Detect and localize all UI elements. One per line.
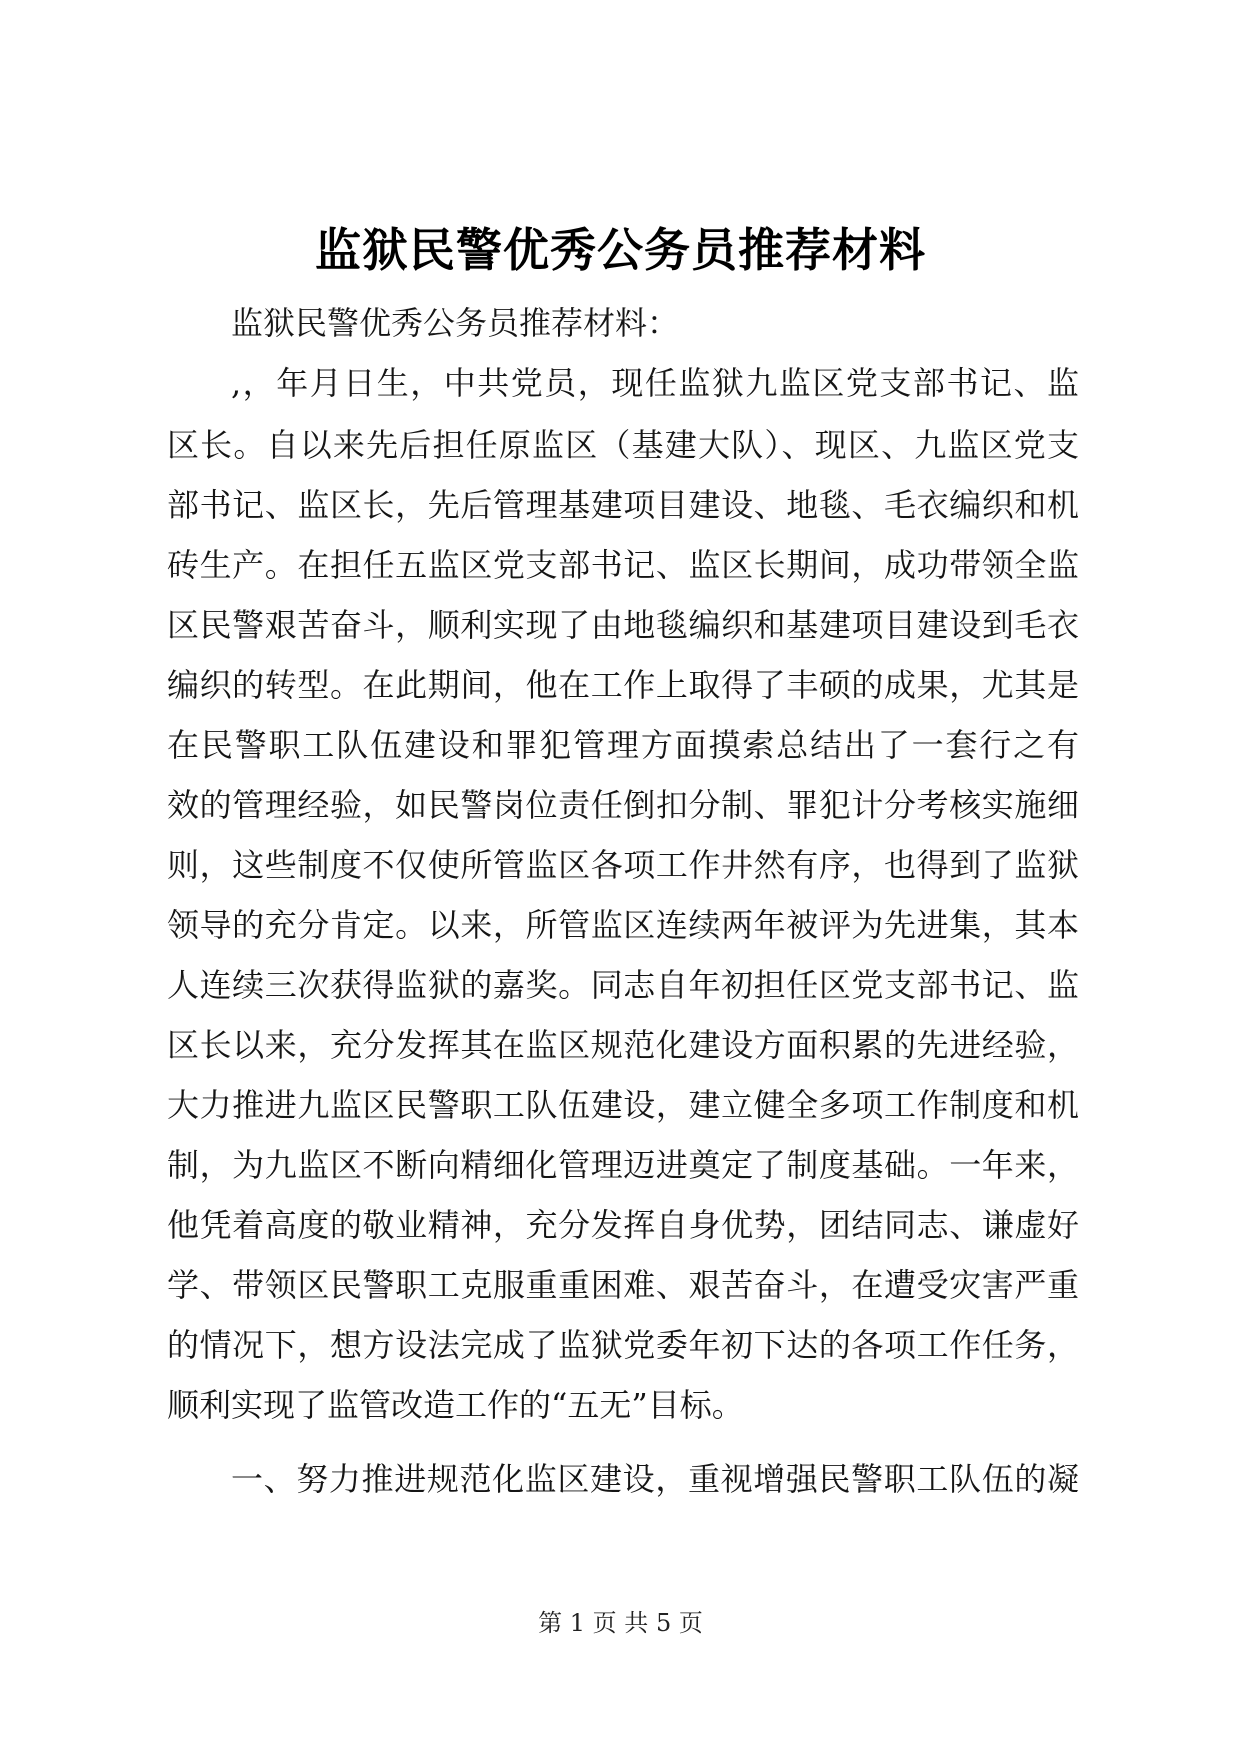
body-line: 效的管理经验，如民警岗位责任倒扣分制、罪犯计分考核实施细 [167,786,1079,824]
body-line: 他凭着高度的敬业精神，充分发挥自身优势，团结同志、谦虚好 [167,1206,1079,1244]
body-line: 区长以来，充分发挥其在监区规范化建设方面积累的先进经验， [167,1026,1079,1064]
body-line: 则，这些制度不仅使所管监区各项工作井然有序，也得到了监狱 [167,846,1079,884]
body-line: 编织的转型。在此期间，他在工作上取得了丰硕的成果，尤其是 [167,666,1079,704]
body-line-intro: 监狱民警优秀公务员推荐材料： [231,304,680,342]
body-line-paragraph-end: 顺利实现了监管改造工作的“五无”目标。 [167,1386,744,1424]
body-line: 人连续三次获得监狱的嘉奖。同志自年初担任区党支部书记、监 [167,966,1079,1004]
body-line: 在民警职工队伍建设和罪犯管理方面摸索总结出了一套行之有 [167,726,1079,764]
body-line: 制，为九监区不断向精细化管理迈进奠定了制度基础。一年来， [167,1146,1079,1184]
document-body [167,293,1079,1509]
body-line: 砖生产。在担任五监区党支部书记、监区长期间，成功带领全监 [167,546,1079,584]
body-line: 学、带领区民警职工克服重重困难、艰苦奋斗，在遭受灾害严重 [167,1266,1079,1304]
document-title: 监狱民警优秀公务员推荐材料 [315,223,926,277]
body-line: 领导的充分肯定。以来，所管监区连续两年被评为先进集，其本 [167,906,1079,944]
body-line: ,，年月日生，中共党员，现任监狱九监区党支部书记、监 [231,364,1079,402]
body-line: 部书记、监区长，先后管理基建项目建设、地毯、毛衣编织和机 [167,486,1079,524]
page-number-footer: 第 1 页 共 5 页 [538,1609,703,1637]
body-line: 大力推进九监区民警职工队伍建设，建立健全多项工作制度和机 [167,1086,1079,1124]
body-line: 区长。自以来先后担任原监区（基建大队）、现区、九监区党支 [167,426,1079,464]
body-line: 的情况下，想方设法完成了监狱党委年初下达的各项工作任务， [167,1326,1079,1364]
section-heading-line: 一、努力推进规范化监区建设，重视增强民警职工队伍的凝 [231,1460,1079,1498]
body-line: 区民警艰苦奋斗，顺利实现了由地毯编织和基建项目建设到毛衣 [167,606,1079,644]
